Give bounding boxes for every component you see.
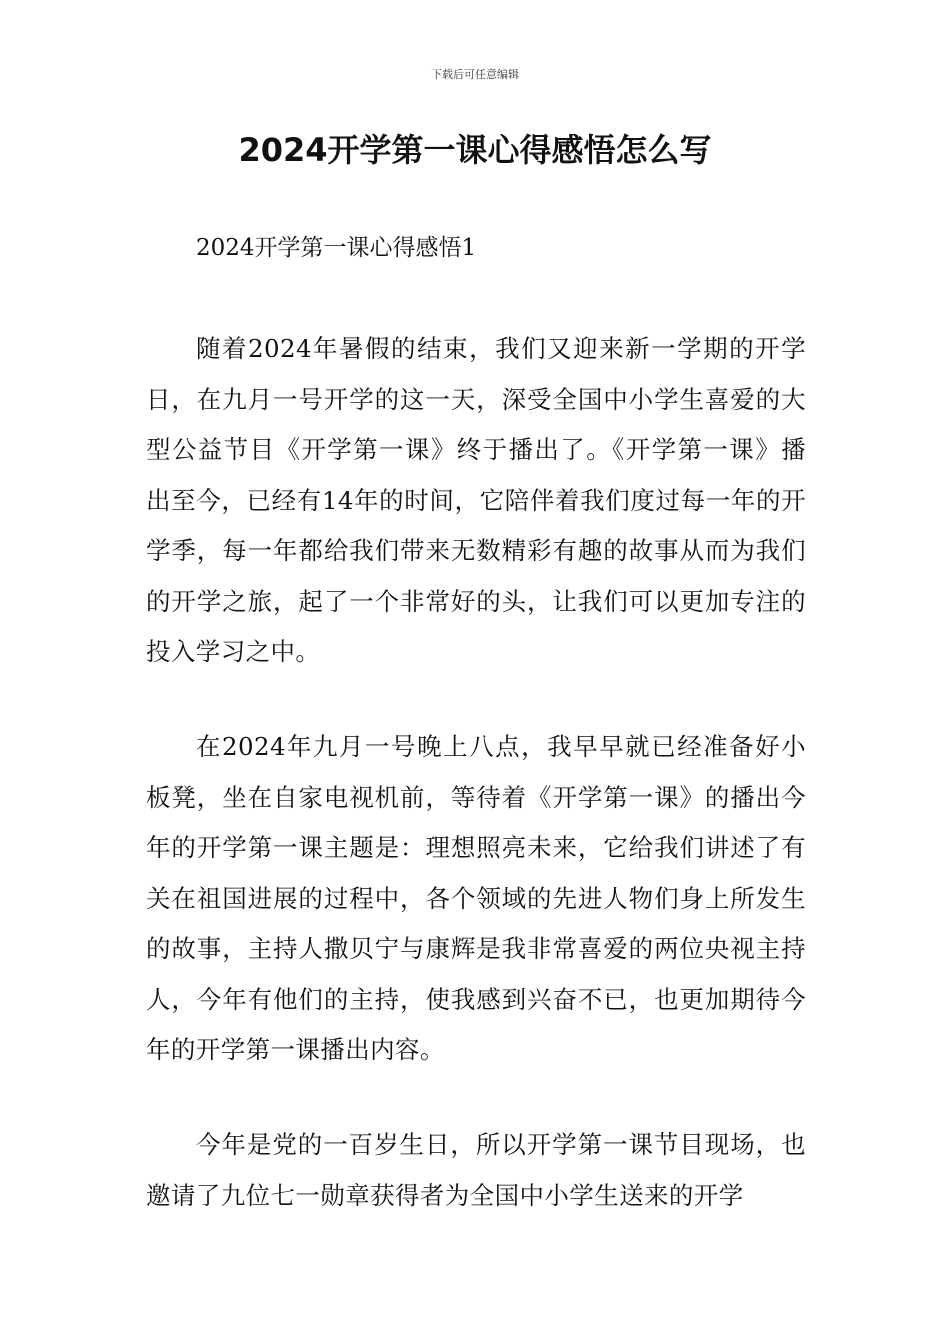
document-title: 2024开学第一课心得感悟怎么写 <box>238 131 712 169</box>
section-heading: 2024开学第一课心得感悟1 <box>196 235 477 261</box>
header-note: 下载后可任意编辑 <box>431 68 519 81</box>
paragraph-2: 在2024年九月一号晚上八点，我早早就已经准备好小板凳，坐在自家电视机前，等待着《开学第一课》的播出今年的开学第一课主题是：理想照亮未来，它给我们讲述了有关在祖国进展的过程中，各个领域的先进人物们身上所发生的故事，主持人撒贝宁与康辉是我非常喜爱的两位央视主持人，今年有他们的主持，使我感到兴奋不已，也更加期待今年的开学第一课播出内容。 <box>146 732 806 1064</box>
paragraph-1: 随着2024年暑假的结束，我们又迎来新一学期的开学日，在九月一号开学的这一天，深受全国中小学生喜爱的大型公益节目《开学第一课》终于播出了。《开学第一课》播出至今，已经有14年的时间，它陪伴着我们度过每一年的开学季，每一年都给我们带来无数精彩有趣的故事从而为我们的开学之旅，起了一个非常好的头，让我们可以更加专注的投入学习之中。 <box>146 334 806 666</box>
paragraph-3: 今年是党的一百岁生日，所以开学第一课节目现场，也邀请了九位七一勋章获得者为全国中小学生送来的开学 <box>146 1130 806 1210</box>
